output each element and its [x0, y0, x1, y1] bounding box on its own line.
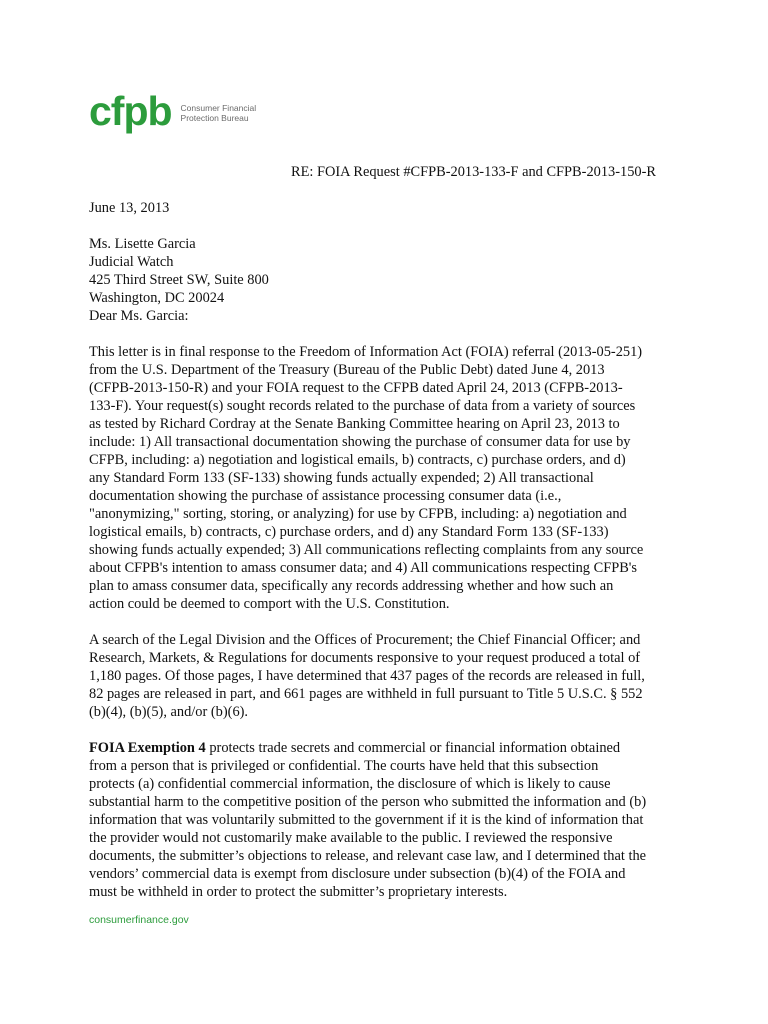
paragraph-line: information that was voluntarily submitted to the government if it is the kind of information that	[89, 812, 644, 828]
paragraph-exemption-4	[89, 739, 689, 901]
paragraph-line: documentation showing the purchase of assistance processing consumer data (i.e.,	[89, 488, 562, 504]
exemption-heading: FOIA Exemption 4	[89, 740, 206, 756]
paragraph-line: documents, the submitter’s objections to release, and relevant case law, and I determined that the	[89, 848, 647, 864]
logo-line-1: Consumer Financial	[180, 102, 257, 113]
paragraph-line: showing funds actually expended; 3) All communications reflecting complaints from any source	[89, 542, 644, 558]
paragraph-line: action could be deemed to comport with the U.S. Constitution.	[89, 596, 450, 612]
exemption-first-line: protects trade secrets and commercial or financial information obtained	[205, 740, 621, 756]
paragraph-line: include: 1) All transactional documentation showing the purchase of consumer data for use by	[89, 434, 631, 450]
paragraph-line: must be withheld in order to protect the submitter’s proprietary interests.	[89, 884, 508, 900]
paragraph-request-summary	[89, 343, 689, 613]
paragraph-line: (b)(4), (b)(5), and/or (b)(6).	[89, 704, 249, 720]
paragraph-search-results	[89, 631, 689, 721]
paragraph-line: the provider would not customarily make available to the public. I reviewed the responsive	[89, 830, 613, 846]
logo-mark: cfpb	[89, 88, 172, 134]
paragraph-line: This letter is in final response to the Freedom of Information Act (FOIA) referral (2013-05-251)	[89, 344, 643, 360]
paragraph-line: protects (a) confidential commercial information, the disclosure of which is likely to cause	[89, 776, 611, 792]
reference-line: RE: FOIA Request #CFPB-2013-133-F and CFPB-2013-150-R	[291, 164, 656, 180]
recipient-street: 425 Third Street SW, Suite 800	[89, 272, 269, 288]
paragraph-line: from the U.S. Department of the Treasury (Bureau of the Public Debt) dated June 4, 2013	[89, 362, 605, 378]
paragraph-line: substantial harm to the competitive position of the person who submitted the information and (b)	[89, 794, 647, 810]
paragraph-line: 82 pages are released in part, and 661 pages are withheld in full pursuant to Title 5 U.S.C. § 552	[89, 686, 643, 702]
cfpb-logo	[89, 88, 257, 134]
logo-line-2: Protection Bureau	[180, 112, 249, 123]
paragraph-line: 1,180 pages. Of those pages, I have determined that 437 pages of the records are released in full,	[89, 668, 645, 684]
footer-website: consumerfinance.gov	[89, 914, 189, 926]
paragraph-line: Research, Markets, & Regulations for documents responsive to your request produced a total of	[89, 650, 641, 666]
paragraph-line: from a person that is privileged or confidential. The courts have held that this subsection	[89, 758, 599, 774]
paragraph-line: as tested by Richard Cordray at the Senate Banking Committee hearing on April 23, 2013 to	[89, 416, 620, 432]
recipient-address	[89, 235, 689, 307]
paragraph-line: "anonymizing," sorting, storing, or analyzing) for use by CFPB, including: a) negotiation and	[89, 506, 627, 522]
paragraph-line: (CFPB-2013-150-R) and your FOIA request to the CFPB dated April 24, 2013 (CFPB-2013-	[89, 380, 623, 396]
logo-text	[181, 101, 257, 123]
paragraph-line: about CFPB's intention to amass consumer data; and 4) All communications respecting CFPB's	[89, 560, 637, 576]
paragraph-line: vendors’ commercial data is exempt from disclosure under subsection (b)(4) of the FOIA and	[89, 866, 626, 882]
salutation: Dear Ms. Garcia:	[89, 308, 189, 324]
recipient-organization: Judicial Watch	[89, 254, 174, 270]
paragraph-line: CFPB, including: a) negotiation and logistical emails, b) contracts, c) purchase orders, and d)	[89, 452, 626, 468]
recipient-name: Ms. Lisette Garcia	[89, 236, 196, 252]
paragraph-line: A search of the Legal Division and the Offices of Procurement; the Chief Financial Officer; and	[89, 632, 641, 648]
paragraph-line: any Standard Form 133 (SF-133) showing funds actually expended; 2) All transactional	[89, 470, 594, 486]
paragraph-line	[89, 739, 689, 757]
paragraph-line: 133-F). Your request(s) sought records related to the purchase of data from a variety of sources	[89, 398, 636, 414]
paragraph-line: plan to amass consumer data, specifically any records addressing whether and how such an	[89, 578, 614, 594]
recipient-city: Washington, DC 20024	[89, 290, 225, 306]
paragraph-line: logistical emails, b) contracts, c) purchase orders, and d) any Standard Form 133 (SF-133)	[89, 524, 609, 540]
letter-date: June 13, 2013	[89, 200, 170, 216]
